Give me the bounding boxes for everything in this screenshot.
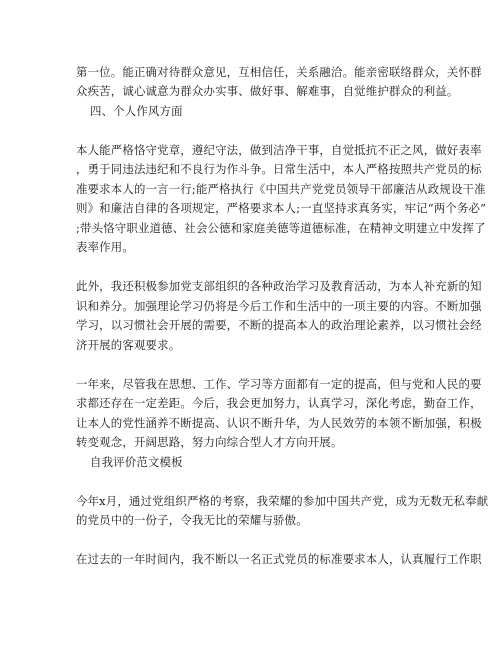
text-line: 求都还存在一定差距。今后，我会更加努力，认真学习，深化考虑，勤奋工作，	[76, 396, 482, 410]
section-heading: 四、个人作风方面	[90, 104, 183, 118]
text-line: 表率作用。	[76, 240, 134, 254]
text-line: 识和养分。加强理论学习仍将是今后工作和生活中的一项主要的内容。不断加强	[76, 299, 482, 313]
text-line: 众疾苦，诚心诚意为群众办实事、做好事、解难事，自觉维护群众的利益。	[76, 84, 459, 98]
text-line: ;带头恪守职业道德、社会公德和家庭美德等道德标准，在精神文明建立中发挥了	[76, 221, 486, 235]
text-line: 转变观念，开阔思路，努力向综合型人才方向开展。	[76, 435, 343, 449]
text-line: 让本人的党性涵养不断提高、认识不断升华，为人民效劳的本领不断加强，积极	[76, 416, 482, 430]
text-line: 本人能严格恪守党章，遵纪守法，做到洁净干事，自觉抵抗不正之风，做好表率	[76, 143, 482, 157]
text-line: 一年来，尽管我在思想、工作、学习等方面都有一定的提高，但与党和人民的要	[76, 377, 482, 391]
text-line: 准要求本人的一言一行;能严格执行《中国共产党党员领导干部廉洁从政规设干准	[76, 182, 486, 196]
text-line: 的党员中的一份子，令我无比的荣耀与骄傲。	[76, 513, 308, 527]
section-heading: 自我评价范文模板	[90, 455, 183, 469]
text-line: 第一位。能正确对待群众意见，互相信任，关系融洽。能亲密联络群众，关怀群	[76, 65, 482, 79]
text-line: 此外，我还积极参加党支部组织的各种政治学习及教育活动，为本人补充新的知	[76, 279, 482, 293]
text-line: 济开展的客观要求。	[76, 338, 181, 352]
text-line: 在过去的一年时间内，我不断以一名正式党员的标准要求本人，认真履行工作职	[76, 552, 482, 566]
text-line: 则》和廉洁自律的各项规定，严格要求本人;一直坚持求真务实，牢记“两个务必”	[76, 201, 487, 215]
text-line: 今年x月，通过党组织严格的考察，我荣耀的参加中国共产党，成为无数无私奉献	[76, 494, 489, 508]
text-line: 学习，以习惯社会开展的需要，不断的提高本人的政治理论素养，以习惯社会经	[76, 318, 482, 332]
text-line: ，勇于同违法违纪和不良行为作斗争。日常生活中，本人严格按照共产党员的标	[76, 162, 482, 176]
